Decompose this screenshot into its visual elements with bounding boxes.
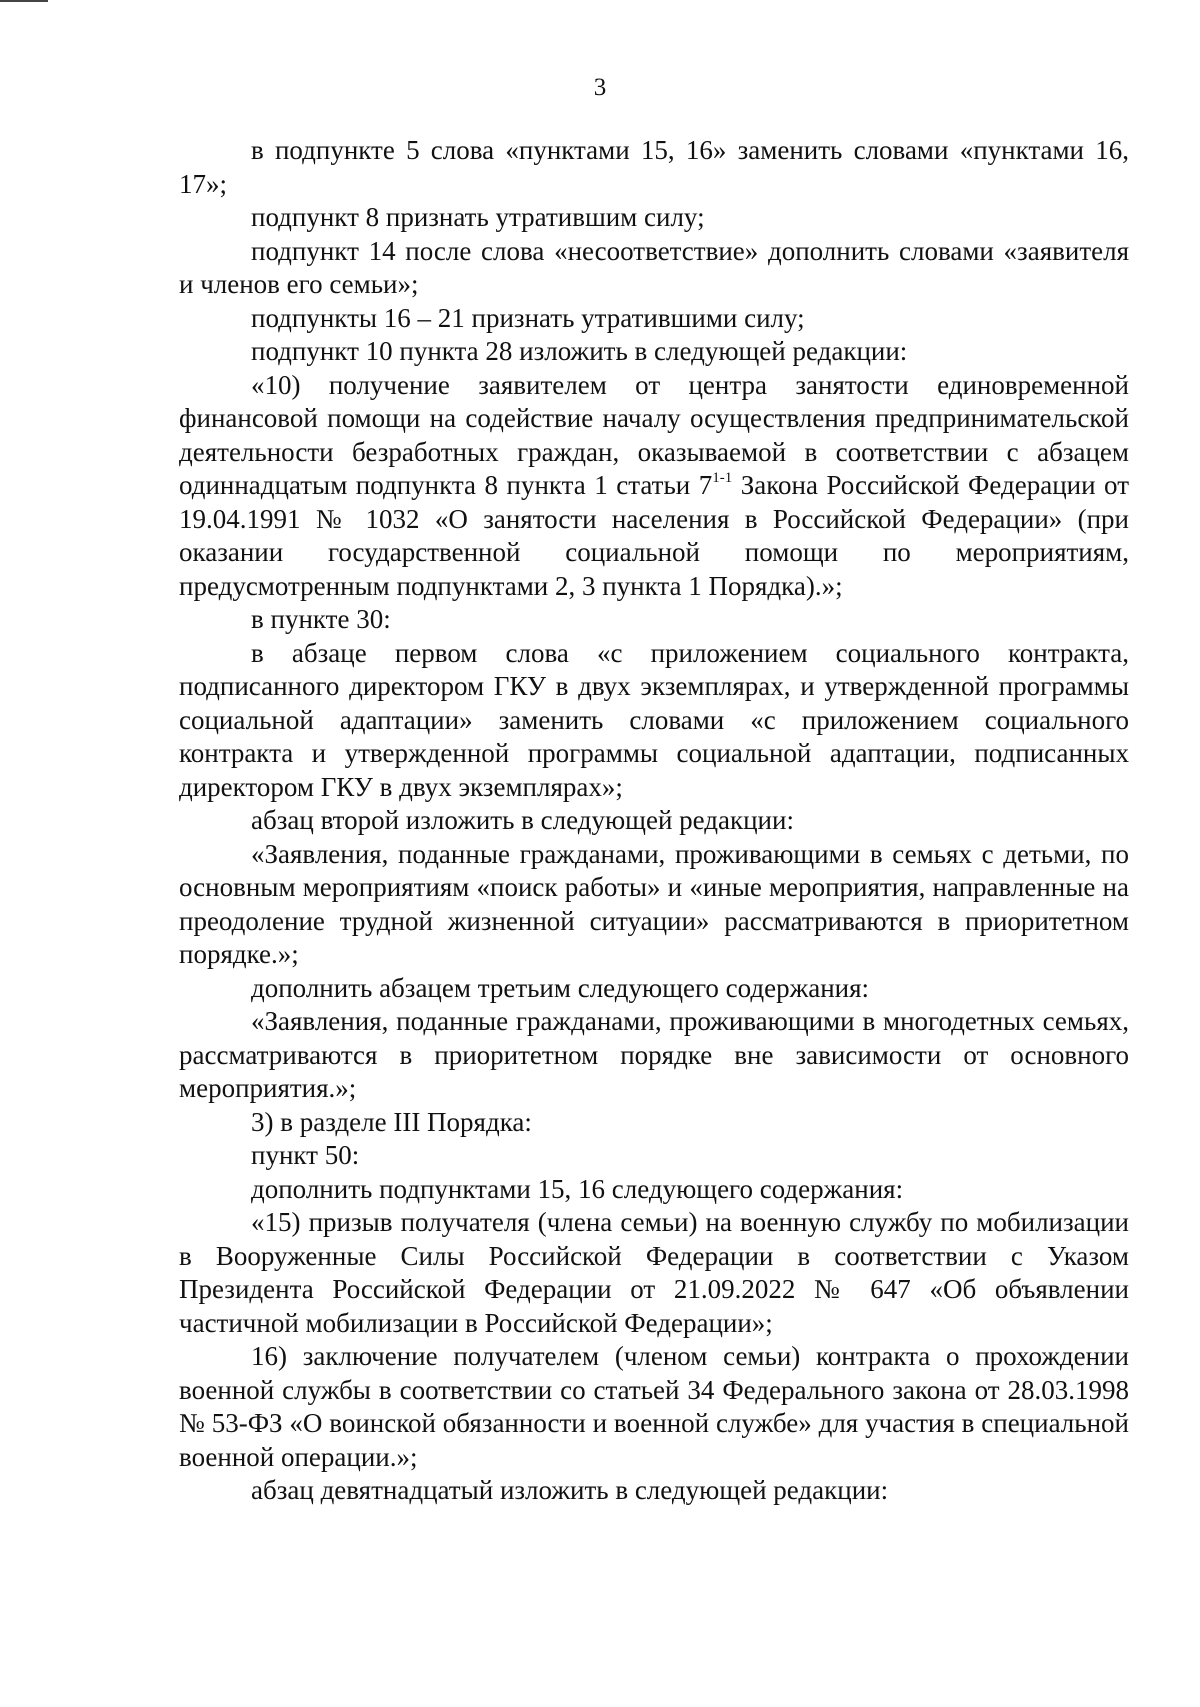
superscript: 1-1	[712, 470, 733, 486]
document-body	[179, 134, 1129, 1508]
paragraph-part: Закона Российской Федерации от 19.04.1991 № 1032 «О занятости населения в Российской Федерации» (при оказании государственной социальной помощи по мероприятиям, предусмотренным подпунктами 2, 3 пункта 1 Порядка).»;	[179, 470, 1129, 601]
scan-artifact	[0, 0, 48, 2]
paragraph: подпункт 14 после слова «несоответствие» дополнить словами «заявителя и членов его семьи»;	[179, 235, 1129, 299]
paragraph: «15) призыв получателя (члена семьи) на военную службу по мобилизации в Вооруженные Силы Российской Федерации в соответствии с Указом Президента Российской Федерации от 21.09.2022 № 647 «Об объявлении частичной мобилизации в Российской Федерации»;	[179, 1207, 1129, 1338]
paragraph: дополнить абзацем третьим следующего содержания:	[251, 972, 870, 1003]
page-number: 3	[593, 74, 607, 101]
paragraph: в пункте 30:	[251, 604, 391, 634]
paragraph: абзац девятнадцатый изложить в следующей редакции:	[251, 1475, 889, 1505]
paragraph-with-superscript	[179, 369, 1129, 604]
paragraph: подпункт 10 пункта 28 изложить в следующей редакции:	[251, 336, 908, 366]
paragraph: абзац второй изложить в следующей редакции:	[251, 805, 794, 835]
paragraph: подпункт 8 признать утратившим силу;	[251, 202, 705, 232]
paragraph-part: «10) получение заявителем от центра занятости единовременной финансовой помощи на содействие началу осуществления предпринимательской деятельности безработных граждан, оказываемой в соответствии с абзацем одиннадцатым подпункта 8 пункта 1 статьи 7	[179, 369, 1129, 500]
paragraph: дополнить подпунктами 15, 16 следующего содержания:	[251, 1173, 904, 1204]
paragraph: подпункты 16 – 21 признать утратившими силу;	[251, 302, 805, 333]
paragraph: в подпункте 5 слова «пунктами 15, 16» заменить словами «пунктами 16, 17»;	[179, 135, 1129, 199]
paragraph: «Заявления, поданные гражданами, проживающими в многодетных семьях, рассматриваются в приоритетном порядке вне зависимости от основного мероприятия.»;	[179, 1006, 1129, 1103]
paragraph: пункт 50:	[251, 1140, 360, 1170]
paragraph: 16) заключение получателем (членом семьи) контракта о прохождении военной службы в соответствии со статьей 34 Федерального закона от 28.03.1998 № 53-ФЗ «О воинской обязанности и военной службе» для участия в специальной военной операции.»;	[179, 1341, 1129, 1472]
paragraph: 3) в разделе III Порядка:	[251, 1106, 532, 1137]
paragraph: «Заявления, поданные гражданами, проживающими в семьях с детьми, по основным мероприятиям «поиск работы» и «иные мероприятия, направленные на преодоление трудной жизненной ситуации» рассматриваются в приоритетном порядке.»;	[179, 838, 1129, 969]
paragraph: в абзаце первом слова «с приложением социального контракта, подписанного директором ГКУ в двух экземплярах, и утвержденной программы социальной адаптации» заменить словами «с приложением социального контракта и утвержденной программы социальной адаптации, подписанных директором ГКУ в двух экземплярах»;	[179, 637, 1129, 802]
